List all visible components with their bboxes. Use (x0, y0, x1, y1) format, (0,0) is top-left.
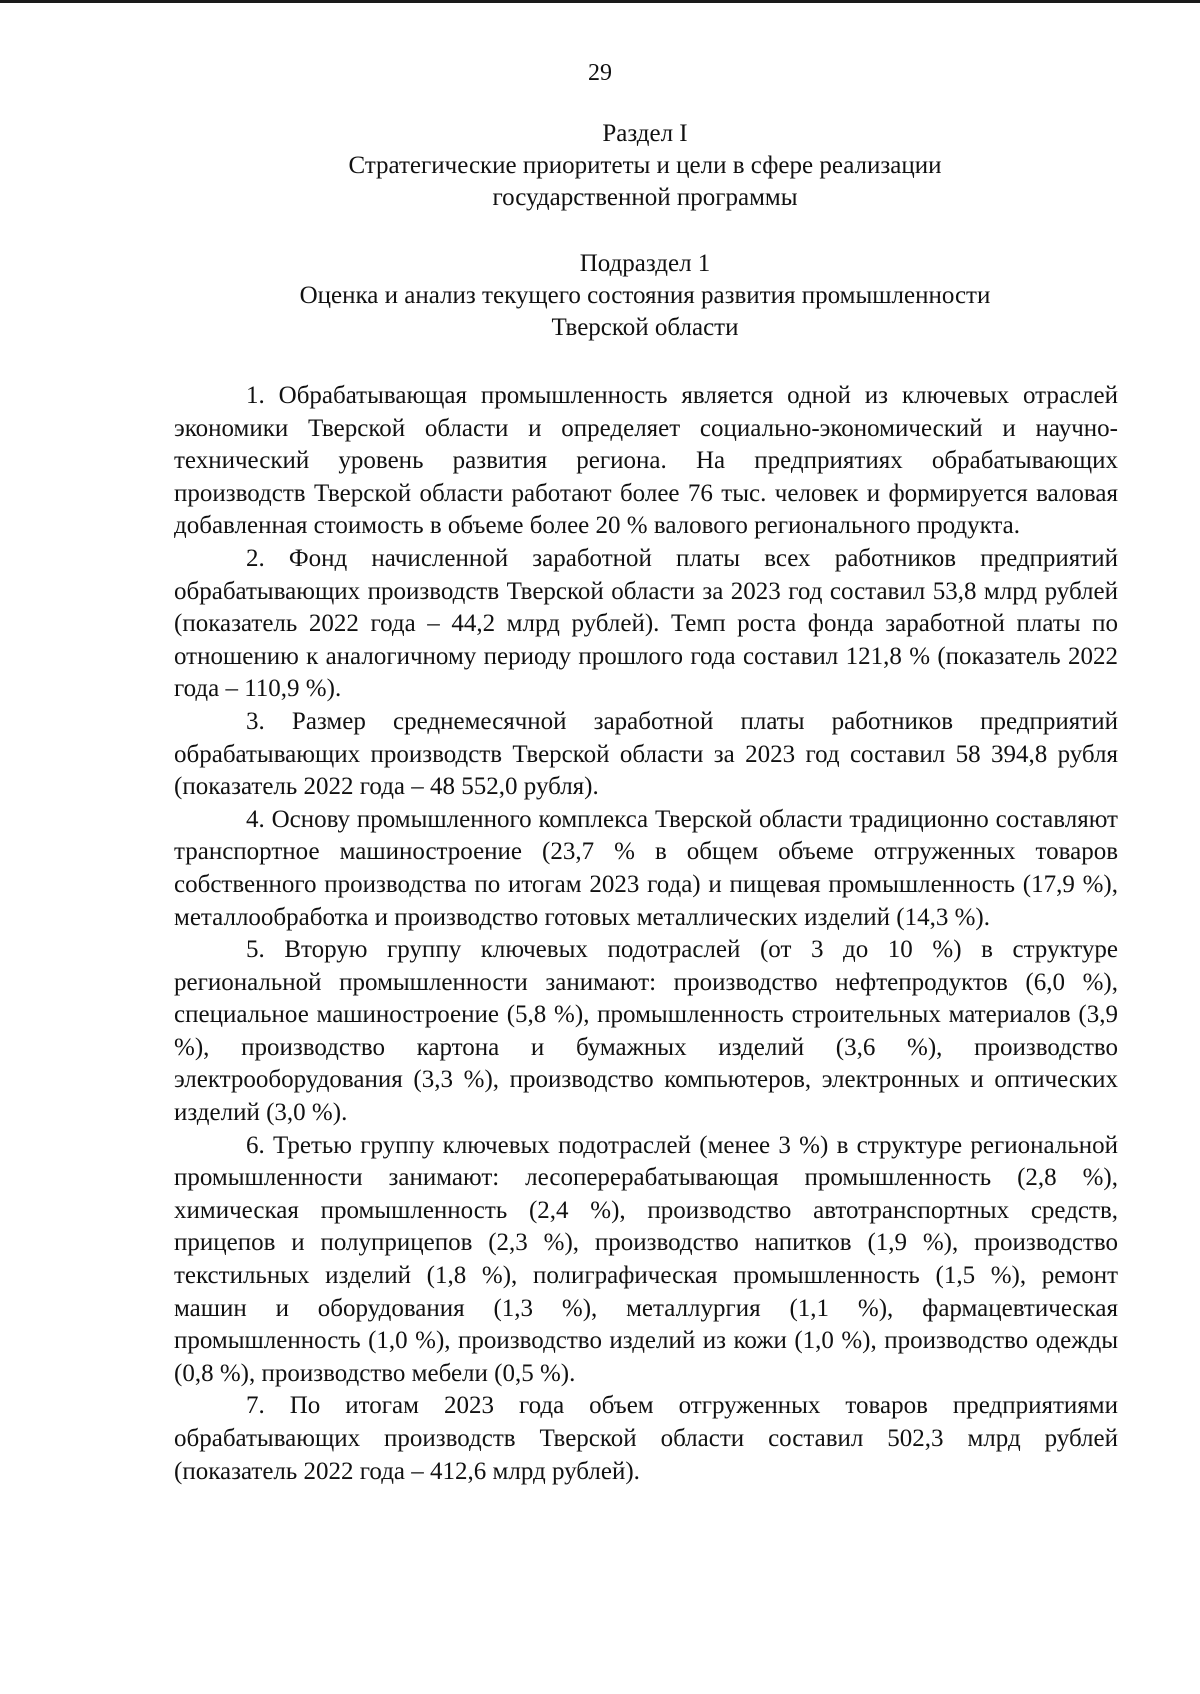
subsection-heading (170, 248, 1120, 344)
section-title-line-1: Стратегические приоритеты и цели в сфере реализации (348, 152, 942, 179)
section-title-line-2: государственной программы (492, 184, 798, 211)
subsection-label: Подраздел 1 (579, 250, 711, 277)
subsection-title-line-2: Тверской области (551, 314, 739, 341)
paragraph-2: 2. Фонд начисленной заработной платы всех работников предприятий обрабатывающих производств Тверской области за 2023 год составил 53,8 млрд рублей (показатель 2022 года – 44,2 млрд рублей). Темп роста фонда заработной платы по отношению к аналогичному периоду прошлого года составил 121,8 % (показатель 2022 года – 110,9 %). (174, 544, 1118, 703)
paragraph-4: 4. Основу промышленного комплекса Тверской области традиционно составляют транспортное машиностроение (23,7 % в общем объеме отгруженных товаров собственного производства по итогам 2023 года) и пищевая промышленность (17,9 %), металлообработка и производство готовых металлических изделий (14,3 %). (174, 805, 1118, 931)
section-label: Раздел I (602, 120, 688, 147)
section-heading (170, 118, 1120, 214)
page-number: 29 (588, 60, 612, 86)
paragraph-6: 6. Третью группу ключевых подотраслей (менее 3 %) в структуре региональной промышленности занимают: лесоперерабатывающая промышленность (2,8 %), химическая промышленность (2,4 %), производство автотранспортных средств, прицепов и полуприцепов (2,3 %), производство напитков (1,9 %), производство текстильных изделий (1,8 %), полиграфическая промышленность (1,5 %), ремонт машин и оборудования (1,3 %), металлургия (1,1 %), фармацевтическая промышленность (1,0 %), производство изделий из кожи (1,0 %), производство одежды (0,8 %), производство мебели (0,5 %). (174, 1131, 1118, 1387)
paragraph-3: 3. Размер среднемесячной заработной платы работников предприятий обрабатывающих производств Тверской области за 2023 год составил 58 394,8 рубля (показатель 2022 года – 48 552,0 рубля). (174, 707, 1118, 801)
document-body (174, 380, 1118, 1488)
subsection-title-line-1: Оценка и анализ текущего состояния развития промышленности (299, 282, 991, 309)
paragraph-1: 1. Обрабатывающая промышленность является одной из ключевых отраслей экономики Тверской области и определяет социально-экономический и научно-технический уровень развития региона. На предприятиях обрабатывающих производств Тверской области работают более 76 тыс. человек и формируется валовая добавленная стоимость в объеме более 20 % валового регионального продукта. (174, 382, 1118, 540)
paragraph-7: 7. По итогам 2023 года объем отгруженных товаров предприятиями обрабатывающих производств Тверской области составил 502,3 млрд рублей (показатель 2022 года – 412,6 млрд рублей). (174, 1392, 1118, 1485)
paragraph-5: 5. Вторую группу ключевых подотраслей (от 3 до 10 %) в структуре региональной промышленности занимают: производство нефтепродуктов (6,0 %), специальное машиностроение (5,8 %), промышленность строительных материалов (3,9 %), производство картона и бумажных изделий (3,6 %), производство электрооборудования (3,3 %), производство компьютеров, электронных и оптических изделий (3,0 %). (174, 936, 1118, 1127)
top-border (0, 0, 1200, 3)
